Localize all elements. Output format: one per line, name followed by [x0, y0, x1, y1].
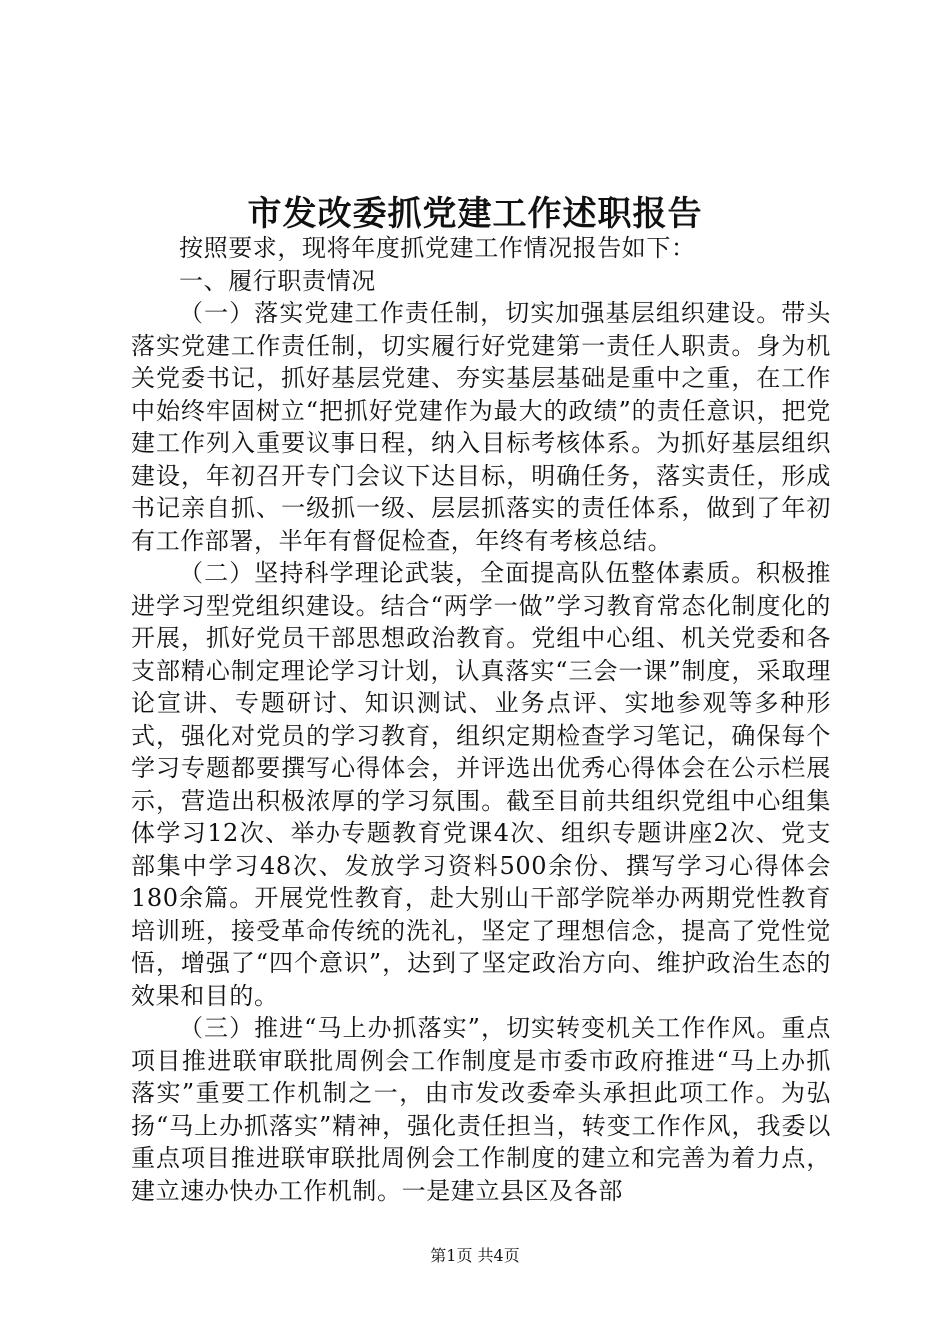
paragraph-3: （三）推进“马上办抓落实”，切实转变机关工作作风。重点项目推进联审联批周例会工作制度是市委市政府推进“马上办抓落实”重要工作机制之一，由市发改委牵头承担此项工作。为弘扬“马上办抓落实”精神，强化责任担当，转变工作作风，我委以重点项目推进联审联批周例会工作制度的建立和完善为着力点，建立速办快办工作机制。一是建立县区及各部: [131, 1014, 831, 1205]
intro-paragraph: 按照要求，现将年度抓党建工作情况报告如下：: [179, 234, 696, 262]
paragraph-2: （二）坚持科学理论武装，全面提高队伍整体素质。积极推进学习型党组织建设。结合“两学一做”学习教育常态化制度化的开展，抓好党员干部思想政治教育。党组中心组、机关党委和各支部精心制定理论学习计划，认真落实“三会一课”制度，采取理论宣讲、专题研讨、知识测试、业务点评、实地参观等多种形式，强化对党员的学习教育，组织定期检查学习笔记，确保每个学习专题都要撰写心得体会，并评选出优秀心得体会在公示栏展示，营造出积极浓厚的学习氛围。截至目前共组织党组中心组集体学习12次、举办专题教育党课4次、组织专题讲座2次、党支部集中学习48次、发放学习资料500余份、撰写学习心得体会180余篇。开展党性教育，赴大别山干部学院举办两期党性教育培训班，接受革命传统的洗礼，坚定了理想信念，提高了党性觉悟，增强了“四个意识”，达到了坚定政治方向、维护政治生态的效果和目的。: [131, 559, 831, 1010]
document-body: [131, 232, 831, 1207]
document-title: 市发改委抓党建工作述职报告: [247, 194, 703, 234]
paragraph-1: （一）落实党建工作责任制，切实加强基层组织建设。带头落实党建工作责任制，切实履行好党建第一责任人职责。身为机关党委书记，抓好基层党建、夯实基层基础是重中之重，在工作中始终牢固树立“把抓好党建作为最大的政绩”的责任意识，把党建工作列入重要议事日程，纳入目标考核体系。为抓好基层组织建设，年初召开专门会议下达目标，明确任务，落实责任，形成书记亲自抓、一级抓一级、层层抓落实的责任体系，做到了年初有工作部署，半年有督促检查，年终有考核总结。: [131, 299, 831, 555]
section-heading: 一、履行职责情况: [179, 266, 376, 295]
page-number-footer: 第1页 共4页: [430, 1246, 520, 1265]
